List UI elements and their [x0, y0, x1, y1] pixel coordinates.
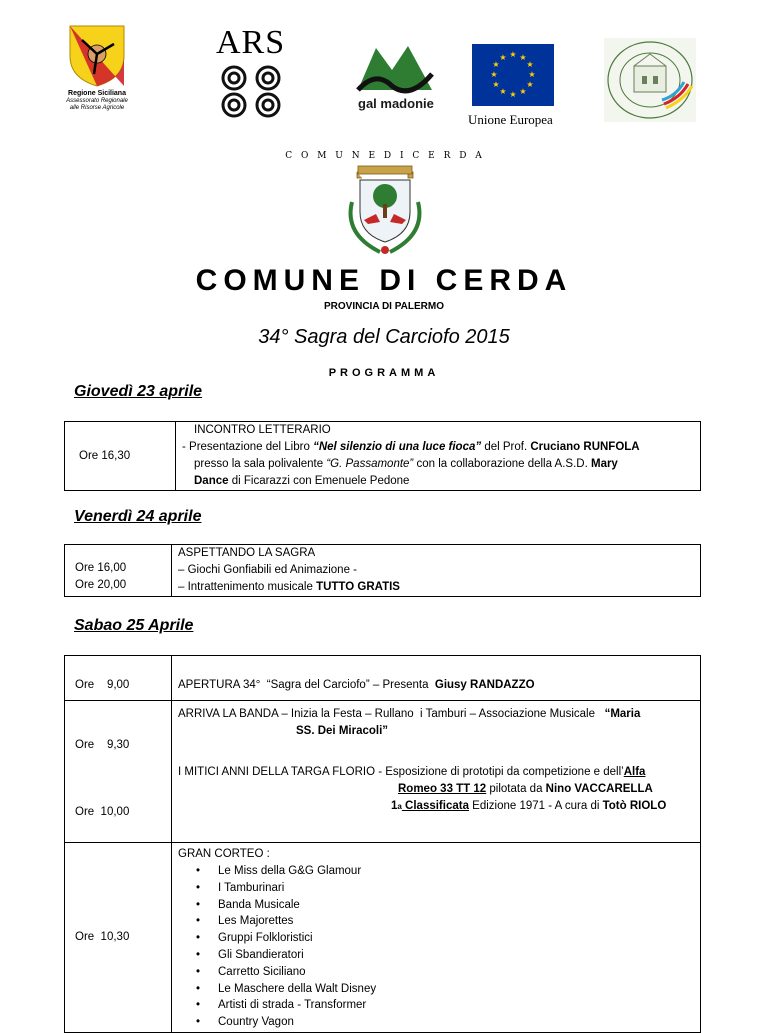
- description-cell: [172, 701, 701, 741]
- time-label: Ore 16,00: [75, 562, 127, 574]
- regione-sub1: Assessorato Regionale: [66, 98, 128, 104]
- svg-text:★: ★: [528, 70, 536, 79]
- day-heading-3: Sabao 25 Aprile: [74, 617, 194, 634]
- time-label: Ore 10,00: [75, 806, 130, 818]
- targa-line-2: Romeo 33 TT 12 pilotata da Nino VACCARELLA: [398, 782, 653, 795]
- schedule-table-3: [64, 655, 701, 1033]
- banda-line-1: ARRIVA LA BANDA – Inizia la Festa – Rullano i Tamburi – Associazione Musicale “Maria: [178, 708, 641, 720]
- event-heading: INCONTRO LETTERARIO: [194, 424, 331, 436]
- description-cell: [172, 656, 701, 701]
- time-label: Ore 9,00: [75, 679, 130, 691]
- banda-line-2: SS. Dei Miracoli”: [296, 725, 389, 737]
- day-heading-1: Giovedì 23 aprile: [74, 383, 203, 400]
- corteo-title: GRAN CORTEO :: [178, 848, 270, 860]
- time-label: Ore 16,30: [79, 450, 131, 462]
- time-label: Ore 9,30: [75, 739, 130, 751]
- time-label: Ore 20,00: [75, 579, 127, 591]
- time-cell: [65, 422, 176, 491]
- corteo-list: [178, 863, 700, 1031]
- svg-text:C O M U N E D I C E R D A: C O M U N E D I C E R D A: [285, 151, 485, 161]
- libro-line-2: presso la sala polivalente “G. Passamonte” con la collaborazione della A.S.D. Mary: [194, 458, 618, 470]
- list-item: • Banda Musicale: [218, 897, 700, 914]
- comune-stemma: [285, 142, 485, 260]
- gal-madonie-logo: [356, 40, 436, 120]
- libro-line-1: - Presentazione del Libro “Nel silenzio di una luce fioca” del Prof. Cruciano RUNFOLA: [182, 441, 640, 453]
- list-item: • Carretto Siciliano: [218, 964, 700, 981]
- time-cell: [65, 545, 172, 597]
- event-item: – Giochi Gonfiabili ed Animazione -: [178, 564, 357, 576]
- table-row: [65, 843, 701, 1033]
- cerda-sviluppo-logo: [604, 38, 696, 122]
- list-item: • Le Miss della G&G Glamour: [218, 863, 700, 880]
- table-row: [65, 656, 701, 701]
- province-label: PROVINCIA DI PALERMO: [323, 301, 444, 312]
- svg-text:★: ★: [519, 53, 527, 62]
- svg-text:★: ★: [499, 53, 507, 62]
- list-item: • Gli Sbandieratori: [218, 947, 700, 964]
- madonie-mountains-icon: [356, 40, 434, 96]
- ars-text: ARS: [216, 24, 286, 61]
- time-label: Ore 10,30: [75, 931, 130, 944]
- svg-text:★: ★: [509, 50, 517, 59]
- ue-text: Unione Europea: [468, 112, 553, 127]
- table-row: [65, 545, 701, 597]
- svg-text:★: ★: [492, 60, 500, 69]
- gal-text: gal madonie: [358, 96, 434, 111]
- coat-of-arms-icon: [285, 142, 485, 260]
- svg-text:★: ★: [519, 87, 527, 96]
- regione-siciliana-logo: [62, 22, 132, 117]
- list-item: • Le Maschere della Walt Disney: [218, 981, 700, 998]
- page-title: COMUNE DI CERDA: [195, 264, 573, 297]
- day-heading-2: Venerdì 24 aprile: [74, 508, 202, 525]
- targa-line-1: I MITICI ANNI DELLA TARGA FLORIO - Esposizione di prototipi da competizione e dell’Alfa: [178, 765, 646, 778]
- apertura-text: APERTURA 34° “Sagra del Carciofo” – Presenta: [178, 679, 435, 691]
- description-cell: [172, 740, 701, 843]
- regione-sub2: alle Risorse Agricole: [69, 105, 125, 111]
- eu-flag-icon: [472, 44, 554, 106]
- targa-line-3: 1$^a$ Classificata Edizione 1971 - A cura di Totò RIOLO: [391, 799, 667, 812]
- event-title: 34° Sagra del Carciofo 2015: [258, 326, 510, 348]
- time-cell: [65, 656, 172, 701]
- list-item: • I Tamburinari: [218, 880, 700, 897]
- cooperative-seal-icon: [604, 38, 696, 122]
- svg-text:★: ★: [526, 80, 534, 89]
- regione-name: Regione Siciliana: [68, 90, 126, 97]
- description-cell: [176, 422, 701, 491]
- time-cell: [65, 701, 172, 843]
- table-row: [65, 701, 701, 741]
- list-item: • Artisti di strada - Transformer: [218, 997, 700, 1014]
- list-item: • Les Majorettes: [218, 913, 700, 930]
- ars-logo: [214, 24, 288, 120]
- presenter-name: Giusy RANDAZZO: [434, 679, 535, 691]
- event-item: – Intrattenimento musicale TUTTO GRATIS: [178, 581, 400, 593]
- unione-europea-logo: [468, 44, 558, 128]
- description-cell: [172, 843, 701, 1033]
- libro-line-3: Dance di Ficarazzi con Emenuele Pedone: [194, 475, 410, 487]
- trinacria-shield-icon: [62, 22, 132, 88]
- list-item: • Gruppi Folkloristici: [218, 930, 700, 947]
- ars-spirals-icon: [216, 64, 286, 120]
- svg-text:★: ★: [526, 60, 534, 69]
- programma-label: PROGRAMMA: [328, 367, 440, 379]
- svg-text:★: ★: [499, 87, 507, 96]
- svg-text:★: ★: [492, 80, 500, 89]
- list-item: • Country Vagon: [218, 1014, 700, 1031]
- svg-text:★: ★: [509, 90, 517, 99]
- event-heading: ASPETTANDO LA SAGRA: [178, 547, 316, 559]
- time-cell: [65, 843, 172, 1033]
- schedule-table-2: [64, 544, 701, 597]
- description-cell: [172, 545, 701, 597]
- table-row: [65, 422, 701, 491]
- svg-text:★: ★: [490, 70, 498, 79]
- schedule-table-1: [64, 421, 701, 491]
